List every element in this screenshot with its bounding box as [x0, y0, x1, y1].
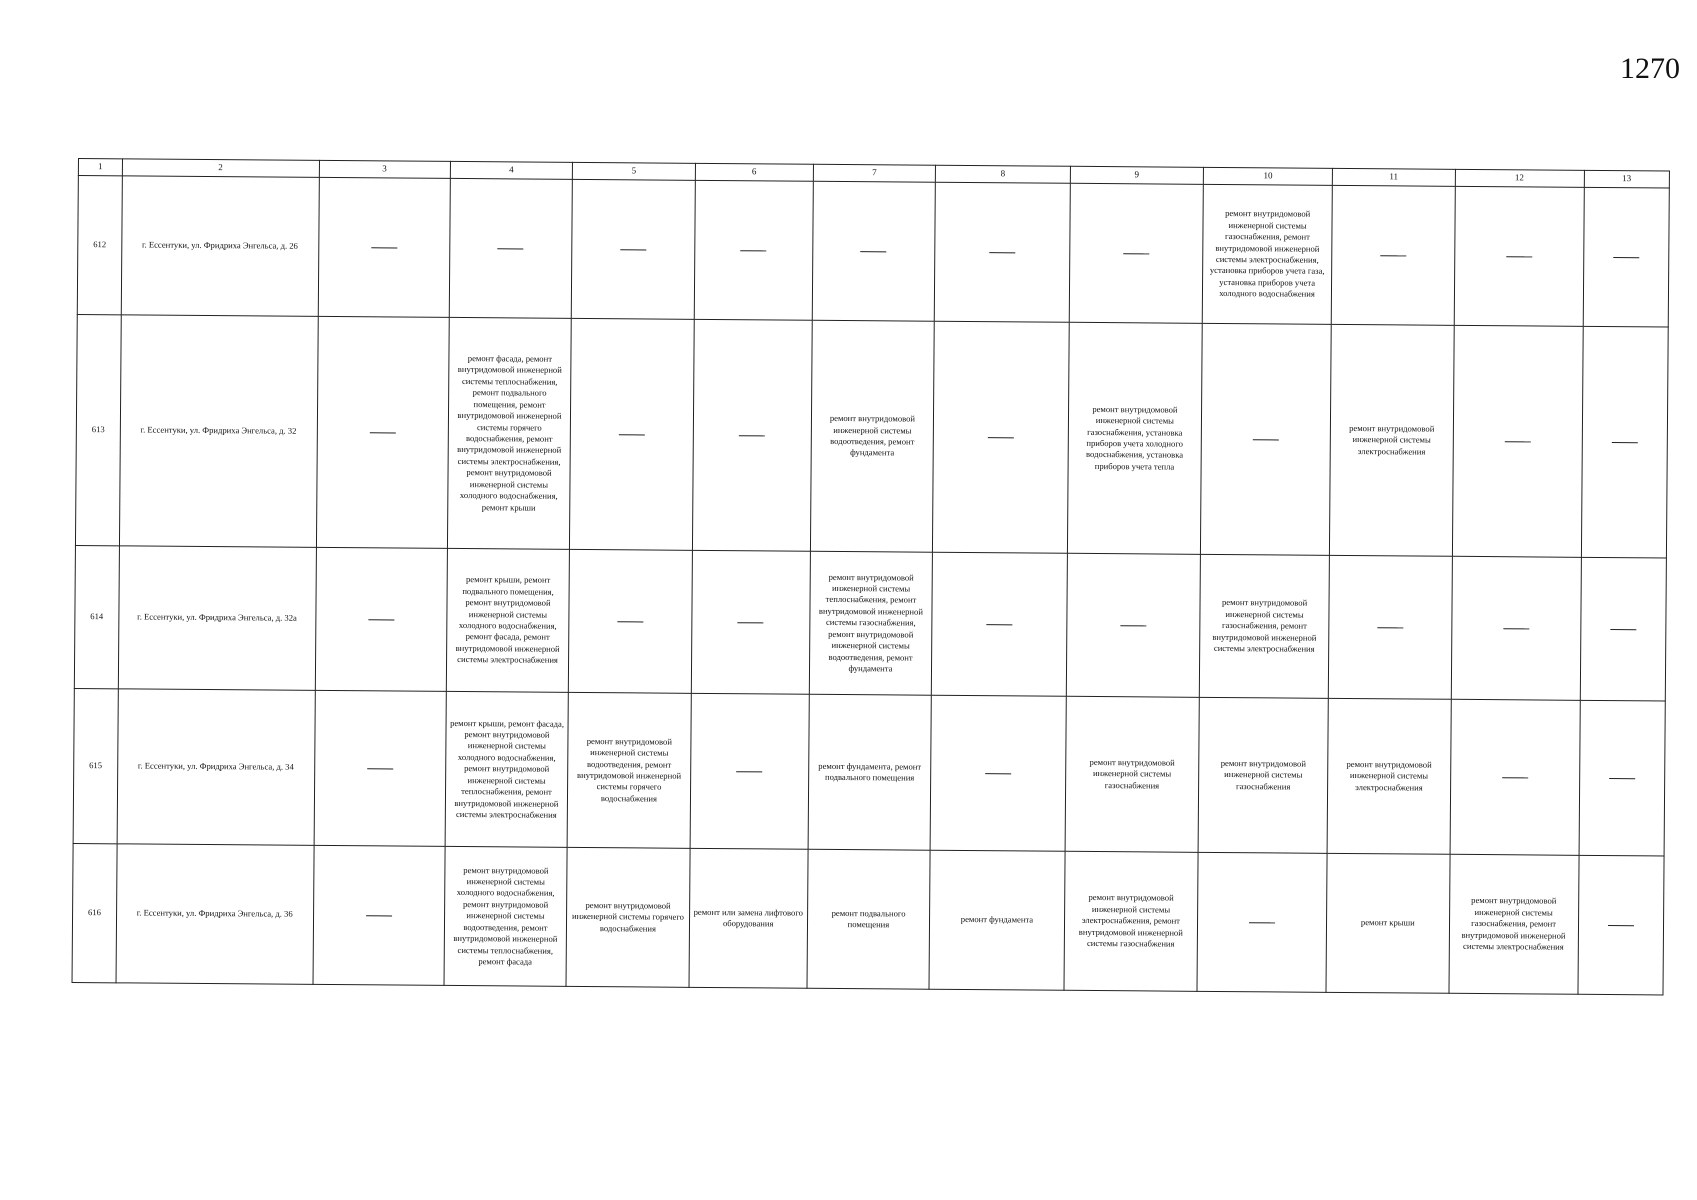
header-cell: 1	[78, 159, 122, 176]
work-cell: ремонт внутридомовой инженерной системы водоотведения, ремонт внутридомовой инженерной системы горячего водоснабжения	[567, 692, 691, 848]
empty-dash	[986, 624, 1012, 626]
work-cell: ремонт внутридомовой инженерной системы газоснабжения, ремонт внутридомовой инженерной системы электроснабжения	[1449, 854, 1579, 994]
header-cell: 10	[1203, 167, 1332, 185]
work-cell: ремонт подвального помещения	[807, 849, 931, 989]
empty-dash	[1377, 627, 1403, 629]
empty-dash	[738, 622, 764, 624]
row-address: г. Ессентуки, ул. Фридриха Энгельса, д. 32	[119, 315, 318, 548]
work-cell	[694, 180, 813, 320]
empty-dash	[1613, 257, 1639, 259]
work-cell: ремонт внутридомовой инженерной системы газоснабжения, установка приборов учета холодного водоснабжения, установка приборов учета тепла	[1067, 322, 1202, 554]
table-row	[74, 545, 1666, 700]
header-cell: 3	[319, 160, 450, 178]
work-cell: ремонт внутридомовой инженерной системы водоотведения, ремонт фундамента	[810, 320, 934, 552]
row-number: 615	[73, 688, 118, 843]
table-row	[73, 688, 1665, 855]
empty-dash	[1612, 442, 1638, 444]
work-cell: ремонт внутридомовой инженерной системы электроснабжения	[1327, 698, 1451, 854]
empty-dash	[1503, 628, 1529, 630]
header-cell: 5	[573, 162, 696, 180]
header-cell: 13	[1584, 170, 1670, 188]
table-row	[77, 176, 1669, 327]
empty-dash	[740, 250, 766, 252]
row-address: г. Ессентуки, ул. Фридриха Энгельса, д. 34	[117, 689, 315, 846]
header-cell: 6	[695, 163, 813, 181]
work-cell	[1450, 699, 1580, 855]
empty-dash	[1502, 777, 1528, 779]
row-number: 616	[72, 843, 117, 982]
empty-dash	[617, 621, 643, 623]
row-address: г. Ессентуки, ул. Фридриха Энгельса, д. 26	[121, 176, 319, 317]
work-cell	[314, 690, 446, 846]
empty-dash	[989, 252, 1015, 254]
row-number: 614	[74, 545, 119, 688]
work-cell: ремонт фасада, ремонт внутридомовой инженерной системы теплоснабжения, ремонт подвального помещения, ремонт внутридомовой инженерной системы горячего водоснабжения, ремонт внутридомовой инженерной системы электроснабжения, ремонт внутридомовой инженерной системы холодного водоснабжения, ремонт крыши	[447, 317, 571, 549]
work-cell	[692, 319, 812, 551]
empty-dash	[736, 771, 762, 773]
empty-dash	[368, 619, 394, 621]
row-address: г. Ессентуки, ул. Фридриха Энгельса, д. 32а	[118, 546, 316, 691]
empty-dash	[1504, 441, 1530, 443]
work-cell	[570, 318, 694, 550]
empty-dash	[1380, 255, 1406, 257]
work-cell: ремонт внутридомовой инженерной системы газоснабжения, ремонт внутридомовой инженерной системы электроснабжения	[1199, 554, 1329, 698]
work-cell	[932, 552, 1068, 696]
empty-dash	[619, 434, 645, 436]
header-cell: 9	[1070, 166, 1204, 184]
empty-dash	[988, 437, 1014, 439]
table-body	[72, 176, 1669, 995]
empty-dash	[985, 773, 1011, 775]
empty-dash	[367, 768, 393, 770]
table-row	[75, 314, 1668, 557]
work-cell: ремонт или замена лифтового оборудования	[689, 848, 808, 988]
table-row	[72, 843, 1664, 994]
work-cell	[1581, 326, 1668, 558]
work-cell	[812, 181, 936, 321]
row-number: 612	[77, 176, 122, 315]
empty-dash	[498, 248, 524, 250]
work-cell	[1197, 852, 1327, 992]
work-cell	[1069, 183, 1203, 323]
empty-dash	[861, 251, 887, 253]
work-cell: ремонт внутридомовой инженерной системы электроснабжения, ремонт внутридомовой инженерной системы газоснабжения	[1064, 851, 1198, 991]
empty-dash	[1609, 778, 1635, 780]
empty-dash	[1506, 256, 1532, 258]
work-cell	[1580, 557, 1667, 701]
work-cell	[1579, 700, 1666, 856]
header-cell: 12	[1455, 169, 1584, 187]
empty-dash	[369, 432, 395, 434]
work-cell	[569, 549, 693, 693]
empty-dash	[1120, 625, 1146, 627]
work-cell	[1578, 855, 1665, 995]
work-cell	[315, 547, 447, 691]
work-cell	[571, 179, 695, 319]
page-number: 1270	[1620, 52, 1680, 85]
work-cell: ремонт крыши, ремонт подвального помещения, ремонт внутридомовой инженерной системы холодного водоснабжения, ремонт фасада, ремонт внутридомовой инженерной системы электроснабжения	[446, 548, 570, 692]
work-cell: ремонт крыши	[1326, 853, 1450, 993]
work-cell: ремонт внутридомовой инженерной системы газоснабжения, ремонт внутридомовой инженерной системы электроснабжения, установка приборов учета газа, установка приборов учета холодного водоснабжения	[1202, 184, 1332, 324]
work-cell	[449, 178, 573, 318]
empty-dash	[1249, 922, 1275, 924]
work-cell	[1451, 556, 1581, 700]
row-address: г. Ессентуки, ул. Фридриха Энгельса, д. 36	[116, 844, 314, 985]
empty-dash	[371, 247, 397, 249]
work-cell	[1331, 185, 1455, 325]
work-cell: ремонт внутридомовой инженерной системы электроснабжения	[1330, 324, 1454, 556]
work-cell: ремонт внутридомовой инженерной системы холодного водоснабжения, ремонт внутридомовой инженерной системы водоотведения, ремонт внутридомовой инженерной системы теплоснабжения, ремонт фасада	[444, 846, 568, 986]
header-cell: 2	[122, 159, 319, 178]
work-cell	[316, 316, 449, 548]
header-cell: 4	[450, 161, 573, 179]
work-cell	[934, 182, 1070, 322]
works-table	[72, 158, 1670, 995]
works-table-container	[72, 158, 1670, 995]
work-cell: ремонт внутридомовой инженерной системы горячего водоснабжения	[566, 847, 690, 987]
work-cell	[930, 695, 1066, 851]
work-cell	[1066, 553, 1201, 697]
work-cell	[1583, 187, 1670, 327]
work-cell	[313, 845, 445, 985]
empty-dash	[1610, 629, 1636, 631]
work-cell: ремонт внутридомовой инженерной системы теплоснабжения, ремонт внутридомовой инженерной системы газоснабжения, ремонт внутридомовой инженерной системы водоотведения, ремонт фундамента	[809, 551, 933, 695]
empty-dash	[739, 435, 765, 437]
row-number: 613	[75, 314, 121, 545]
empty-dash	[1123, 253, 1149, 255]
work-cell: ремонт фундамента	[929, 850, 1065, 990]
work-cell: ремонт фундамента, ремонт подвального помещения	[808, 694, 932, 850]
work-cell: ремонт внутридомовой инженерной системы газоснабжения	[1065, 696, 1200, 852]
header-cell: 7	[813, 164, 936, 182]
work-cell: ремонт крыши, ремонт фасада, ремонт внутридомовой инженерной системы холодного водоснабжения, ремонт внутридомовой инженерной системы теплоснабжения, ремонт внутридомовой инженерной системы электроснабжения	[445, 691, 569, 847]
header-cell: 11	[1332, 168, 1455, 186]
empty-dash	[366, 915, 392, 917]
work-cell	[933, 321, 1069, 553]
empty-dash	[1253, 439, 1279, 441]
work-cell	[1201, 323, 1332, 555]
empty-dash	[620, 249, 646, 251]
work-cell	[1452, 325, 1583, 557]
header-cell: 8	[936, 165, 1071, 183]
work-cell	[1328, 555, 1452, 699]
work-cell	[318, 177, 450, 317]
work-cell: ремонт внутридомовой инженерной системы газоснабжения	[1198, 697, 1328, 853]
work-cell	[690, 693, 809, 849]
empty-dash	[1608, 925, 1634, 927]
work-cell	[691, 550, 810, 694]
work-cell	[1454, 186, 1584, 326]
